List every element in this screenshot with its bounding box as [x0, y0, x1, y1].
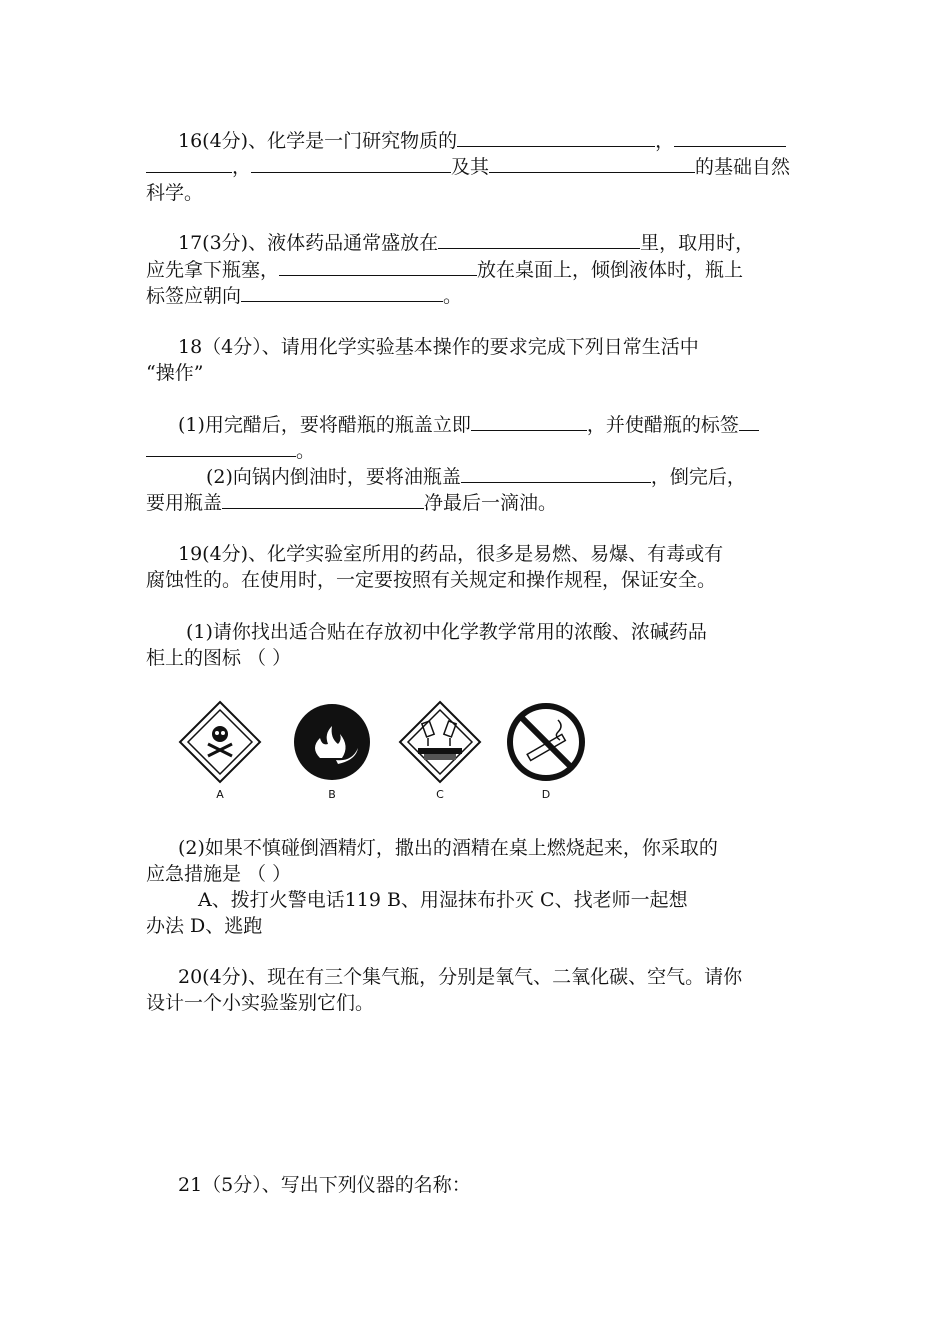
- q19-part2-line1: (2)如果不慎碰倒酒精灯，撒出的酒精在桌上燃烧起来，你采取的: [178, 837, 718, 859]
- q21-line1: 21（5分）、写出下列仪器的名称：: [178, 1174, 471, 1196]
- icon-label-d: D: [541, 788, 551, 801]
- q18-blank-3: [461, 464, 651, 483]
- q17-line1: 17(3分)、液体药品通常盛放在 里，取用时，: [178, 232, 755, 254]
- q19-line2: 腐蚀性的。在使用时，一定要按照有关规定和操作规程，保证安全。: [146, 569, 717, 591]
- q18-part1-line1: (1)用完醋后，要将醋瓶的瓶盖立即 ，并使醋瓶的标签: [178, 412, 759, 438]
- q19-part1-line2: 柜上的图标 （ ）: [146, 647, 292, 669]
- q16-blank-4: [489, 154, 695, 173]
- icon-label-b: B: [328, 788, 336, 801]
- corrosive-diamond-icon: [398, 700, 482, 784]
- q18-line1: 18（4分）、请用化学实验基本操作的要求完成下列日常生活中: [178, 336, 699, 358]
- q17-line2: 应先拿下瓶塞， 放在桌面上，倾倒液体时，瓶上: [146, 259, 744, 281]
- q16-line2: ， 及其 的基础自然: [146, 154, 790, 180]
- q16-blank-1: [457, 128, 655, 147]
- q18-line2: “操作”: [146, 362, 204, 384]
- q17-blank-1: [438, 230, 640, 249]
- icon-label-c: C: [436, 788, 444, 801]
- q20-line1: 20(4分)、现在有三个集气瓶，分别是氧气、二氧化碳、空气。请你: [178, 966, 743, 988]
- q20-line2: 设计一个小实验鉴别它们。: [146, 992, 375, 1014]
- flammable-circle-icon: [290, 700, 374, 784]
- q18-blank-2a: [739, 412, 759, 431]
- hazard-icons-row: [178, 700, 598, 810]
- q16-blank-3: [251, 154, 451, 173]
- q18-blank-2b: [146, 438, 296, 457]
- q18-part1-line2: 。: [146, 438, 315, 464]
- q19-line1: 19(4分)、化学实验室所用的药品，很多是易燃、易爆、有毒或有: [178, 543, 724, 565]
- q16-blank-2b: [146, 154, 232, 173]
- q19-part1-line1: (1)请你找出适合贴在存放初中化学教学常用的浓酸、浓碱药品: [186, 621, 707, 643]
- q19-options-line1: A、拨打火警电话119 B、用湿抹布扑灭 C、找老师一起想: [198, 889, 688, 911]
- q17-blank-2: [279, 257, 477, 276]
- q19-options-line2: 办法 D、逃跑: [146, 915, 263, 937]
- q18-blank-4: [222, 490, 424, 509]
- q18-part2-line1: (2)向锅内倒油时，要将油瓶盖 ，倒完后，: [206, 466, 746, 488]
- q16-line1: 16(4分)、化学是一门研究物质的 ，: [178, 128, 786, 154]
- toxic-diamond-icon: [178, 700, 262, 784]
- no-smoking-icon: [504, 700, 588, 784]
- icon-label-a: A: [216, 788, 224, 801]
- q19-part2-line2: 应急措施是 （ ）: [146, 863, 292, 885]
- q16-blank-2a: [674, 128, 786, 147]
- q16-line3: 科学。: [146, 182, 204, 204]
- q18-part2-line2: 要用瓶盖 净最后一滴油。: [146, 492, 558, 514]
- q17-line3: 标签应朝向 。: [146, 285, 463, 307]
- q17-blank-3: [241, 283, 443, 302]
- q18-blank-1: [471, 412, 587, 431]
